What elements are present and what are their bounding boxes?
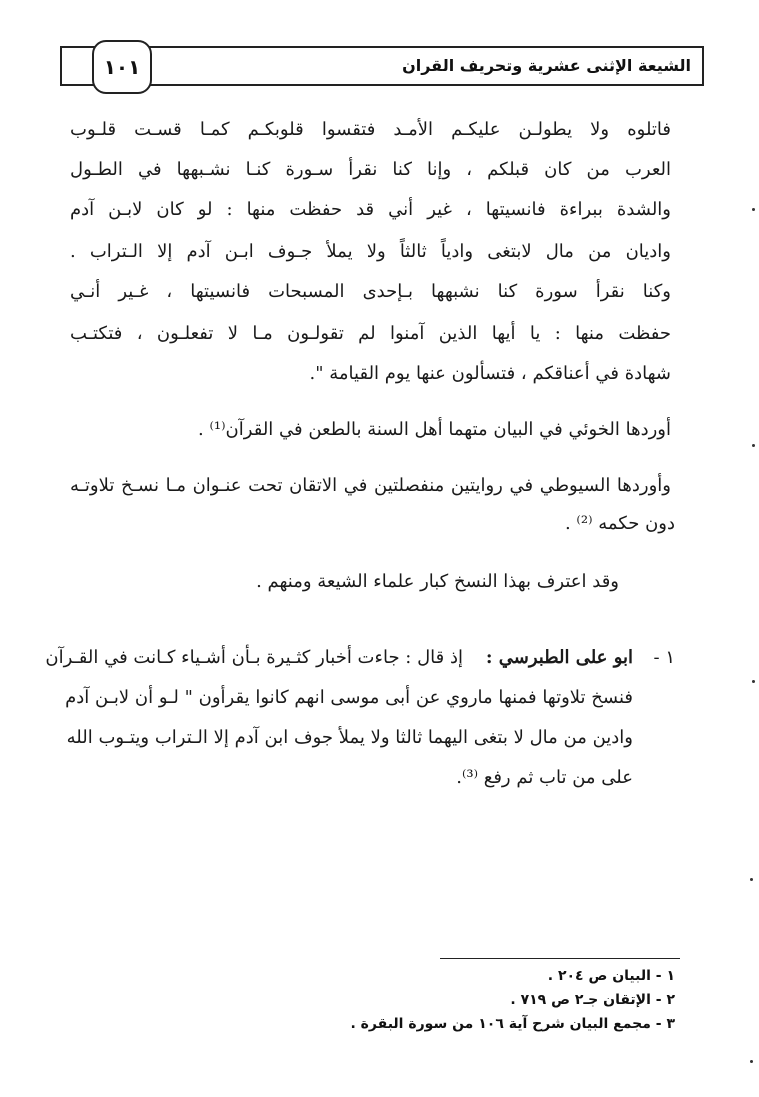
quote-line: واديان من مال لابتغى وادياً ثالثاً ولا يملأ جـوف ابـن آدم إلا الـتراب . <box>70 241 671 262</box>
quote-line: فاتلوه ولا يطولـن عليكـم الأمـد فتقسوا قلوبكـم كمـا قسـت قلـوب <box>70 119 671 140</box>
paragraph-khoei: أوردها الخوئي في البيان متهما أهل السنة بالطعن في القرآن⁽¹⁾ . <box>198 419 671 440</box>
quote-line: والشدة ببراءة فانسيتها ، غير أني قد حفظت منها : لو كان لابـن آدم <box>70 199 671 220</box>
list-item-line: وادين من مال لا بتغى اليهما ثالثا ولا يملأ جوف ابن آدم إلا الـتراب ويتـوب الله <box>66 727 633 748</box>
footnote-number: ٣ <box>666 1016 675 1032</box>
quote-line: وكنا نقرأ سورة كنا نشبهها بـإحدى المسبحات فانسيتها ، غـير أنـي <box>70 281 671 302</box>
quote-line: حفظت منها : يا أيها الذين آمنوا لم تقولـون مـا لا تفعلـون ، فتكتـب <box>70 323 672 344</box>
page-number: ١٠١ <box>103 55 141 79</box>
list-item-line: على من تاب ثم رفع ⁽³⁾. <box>456 767 633 788</box>
scan-speck <box>750 878 753 881</box>
list-item-line: فنسخ تلاوتها فمنها ماروي عن أبى موسى انهم كانوا يقرأون " لـو أن لابـن آدم <box>65 687 633 708</box>
footnote-text: الإتقان جـ٢ ص ٧١٩ . <box>510 992 651 1008</box>
scan-speck <box>752 680 755 683</box>
scan-speck <box>752 444 755 447</box>
footnote: ٢ - الإتقان جـ٢ ص ٧١٩ . <box>510 992 675 1008</box>
footnote: ١ - البيان ص ٢٠٤ . <box>547 968 675 984</box>
running-title: الشيعة الإثنى عشرية وتحريف القران <box>402 56 691 75</box>
quote-line: شهادة في أعناقكم ، فتسألون عنها يوم القيامة ". <box>309 363 671 384</box>
scholar-name: ابو على الطبرسي : <box>485 647 633 668</box>
footnote: ٣ - مجمع البيان شرح آية ١٠٦ من سورة البقرة . <box>350 1016 675 1032</box>
quote-line: العرب من كان قبلكم ، وإنا كنا نقرأ سـورة كنـا نشـبهها في الطـول <box>70 159 671 180</box>
footnote-number: ١ <box>666 968 675 984</box>
list-item-number: ١ - <box>653 647 675 668</box>
scan-speck <box>752 208 755 211</box>
footnote-text: مجمع البيان شرح آية ١٠٦ من سورة البقرة . <box>350 1016 651 1032</box>
footnote-text: البيان ص ٢٠٤ . <box>547 968 651 984</box>
list-item-line: إذ قال : جاءت أخبار كثـيرة بـأن أشـياء كـانت في القـرآن <box>45 647 463 668</box>
footnote-number: ٢ <box>666 992 675 1008</box>
scan-speck <box>750 1060 753 1063</box>
paragraph-suyuti-line1: وأوردها السيوطي في روايتين منفصلتين في الاتقان تحت عنـوان مـا نسـخ تلاوتـه <box>70 475 671 496</box>
paragraph-suyuti-line2: دون حكمه ⁽²⁾ . <box>564 513 675 534</box>
footnote-separator <box>440 958 680 959</box>
paragraph-shia-scholars: وقد اعترف بهذا النسخ كبار علماء الشيعة ومنهم . <box>256 571 619 592</box>
page-number-box <box>92 40 152 94</box>
